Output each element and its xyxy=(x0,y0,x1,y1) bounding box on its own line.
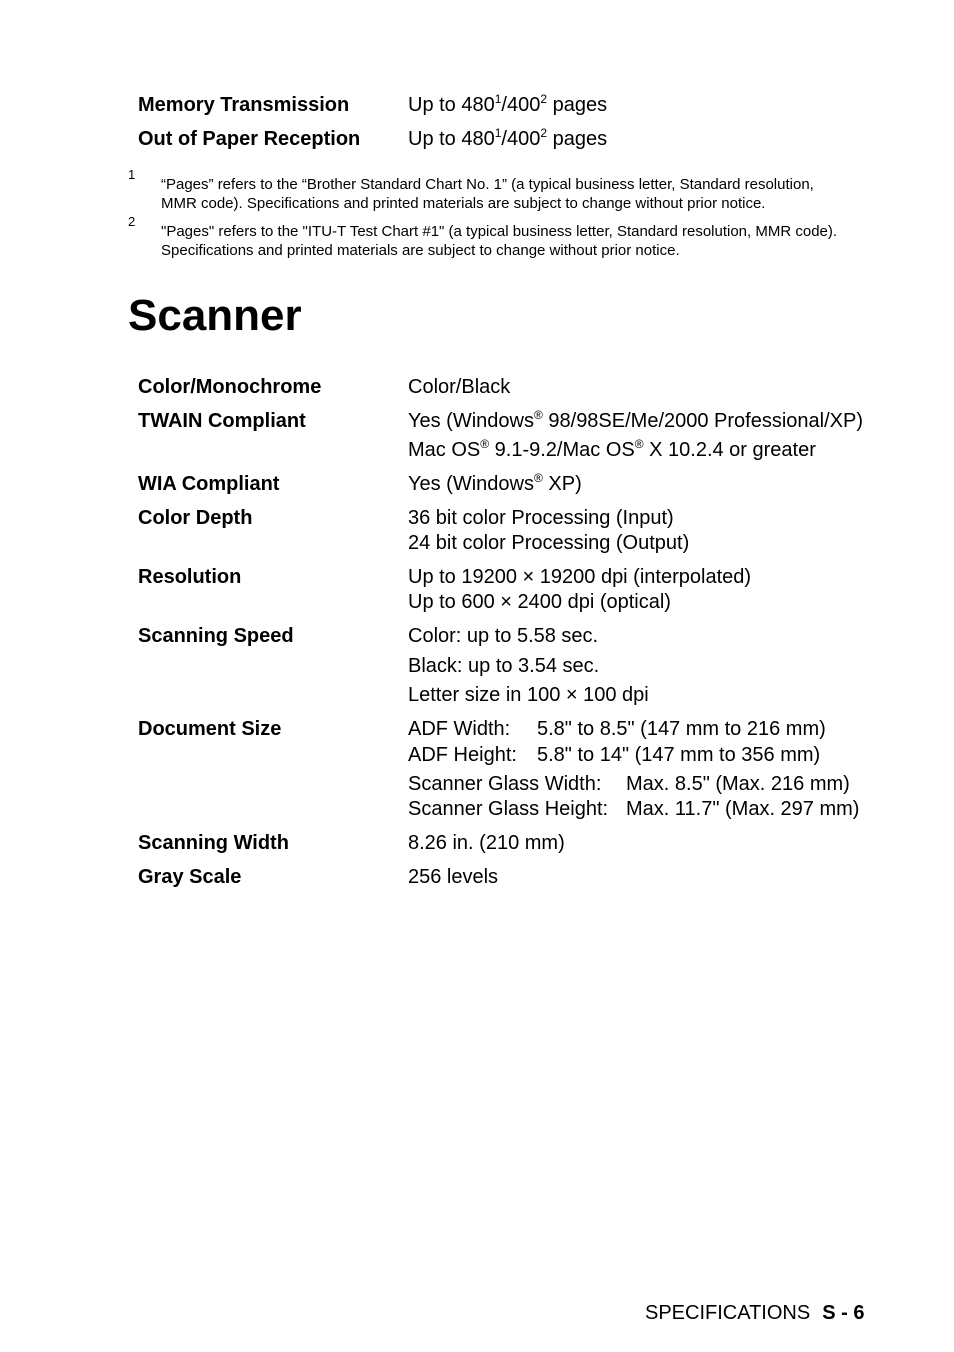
adf-height-value: 5.8" to 14" (147 mm to 356 mm) xyxy=(537,744,821,766)
registered-mark: ® xyxy=(480,437,490,451)
glass-width-value: Max. 8.5" (Max. 216 mm) xyxy=(626,773,850,795)
footnote-ref: 1 xyxy=(494,92,502,106)
footnote-text: MMR code). Specifications and printed materials are subject to change without prior notice. xyxy=(161,195,766,212)
registered-mark: ® xyxy=(634,437,644,451)
footer-section-label: SPECIFICATIONS xyxy=(645,1302,811,1324)
spec-label: WIA Compliant xyxy=(138,473,280,495)
page-number: S - 6 xyxy=(822,1302,865,1324)
spec-label: Scanning Speed xyxy=(138,625,294,647)
page-footer xyxy=(645,1300,864,1326)
spec-label: Color Depth xyxy=(138,507,253,529)
spec-label: Out of Paper Reception xyxy=(138,128,361,150)
footnote-ref: 2 xyxy=(540,92,548,106)
footnote-number: 1 xyxy=(128,167,136,182)
registered-mark: ® xyxy=(533,471,543,485)
glass-height-label: Scanner Glass Height: xyxy=(408,798,609,820)
section-title: Scanner xyxy=(128,291,302,340)
footnote-number: 2 xyxy=(128,214,136,229)
footnote-text: “Pages” refers to the “Brother Standard Chart No. 1” (a typical business letter, Standard resolution, xyxy=(161,176,814,193)
registered-mark: ® xyxy=(533,408,543,422)
footnote-text: Specifications and printed materials are subject to change without prior notice. xyxy=(161,242,680,259)
spec-label: Memory Transmission xyxy=(138,94,350,116)
footnote-ref: 2 xyxy=(540,126,548,140)
footnote-ref: 1 xyxy=(494,126,502,140)
glass-width-label: Scanner Glass Width: xyxy=(408,773,602,795)
adf-width-value: 5.8" to 8.5" (147 mm to 216 mm) xyxy=(537,718,826,740)
spec-label: Document Size xyxy=(138,718,282,740)
adf-height-label: ADF Height: xyxy=(408,744,517,766)
spec-label: Gray Scale xyxy=(138,866,242,888)
spec-label: Scanning Width xyxy=(138,832,289,854)
adf-width-label: ADF Width: xyxy=(408,718,511,740)
spec-label: Resolution xyxy=(138,566,242,588)
spec-label: TWAIN Compliant xyxy=(138,410,306,432)
footnote-text: "Pages" refers to the "ITU-T Test Chart #1" (a typical business letter, Standard resolution, MMR code). xyxy=(161,223,838,240)
spec-label: Color/Monochrome xyxy=(138,376,322,398)
glass-height-value: Max. 11.7" (Max. 297 mm) xyxy=(626,798,860,820)
